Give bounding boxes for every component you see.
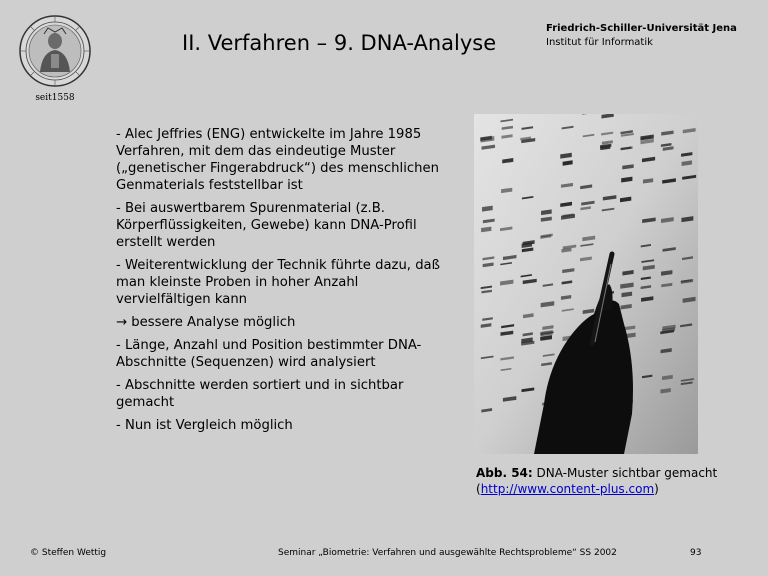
bullet-paragraph: - Bei auswertbarem Spurenmaterial (z.B. Körperflüssigkeiten, Gewebe) kann DNA-Profil erstellt werden [116, 201, 417, 250]
bullet-paragraph: → bessere Analyse möglich [116, 315, 296, 330]
university-seal-icon [18, 14, 92, 88]
figure-label: Abb. 54: [476, 466, 533, 480]
footer-seminar: Seminar „Biometrie: Verfahren und ausgewählte Rechtsprobleme“ SS 2002 [278, 548, 617, 558]
footer-author: © Steffen Wettig [30, 548, 107, 558]
footer-page-number: 93 [690, 548, 702, 558]
seal-caption: seit1558 [35, 93, 75, 103]
bullet-paragraph: - Länge, Anzahl und Position bestimmter DNA-Abschnitte (Sequenzen) wird analysiert [116, 338, 422, 370]
source-link[interactable]: http://www.content-plus.com [480, 482, 655, 496]
link-close-paren: ) [654, 482, 659, 496]
bullet-paragraph: - Weiterentwicklung der Technik führte dazu, daß man kleinste Proben in hoher Anzahl vervielfältigen kann [116, 258, 440, 307]
institute-name: Institut für Informatik [546, 37, 653, 48]
bullet-paragraph: - Abschnitte werden sortiert und in sichtbar gemacht [116, 378, 404, 410]
bullet-paragraph: - Nun ist Vergleich möglich [116, 418, 293, 433]
figure-caption-text: DNA-Muster sichtbar gemacht [536, 466, 718, 480]
link-open-paren: ( [476, 482, 481, 496]
slide-content [116, 126, 446, 440]
dna-pattern-photo [474, 114, 698, 454]
slide-title: II. Verfahren – 9. DNA-Analyse [182, 31, 497, 55]
university-name: Friedrich-Schiller-Universität Jena [546, 23, 737, 34]
bullet-paragraph: - Alec Jeffries (ENG) entwickelte im Jahre 1985 Verfahren, mit dem das eindeutige Muster („genetischer Fingerabdruck“) des menschlichen Genmaterials feststellbar ist [116, 127, 439, 193]
figure-caption [476, 465, 736, 497]
